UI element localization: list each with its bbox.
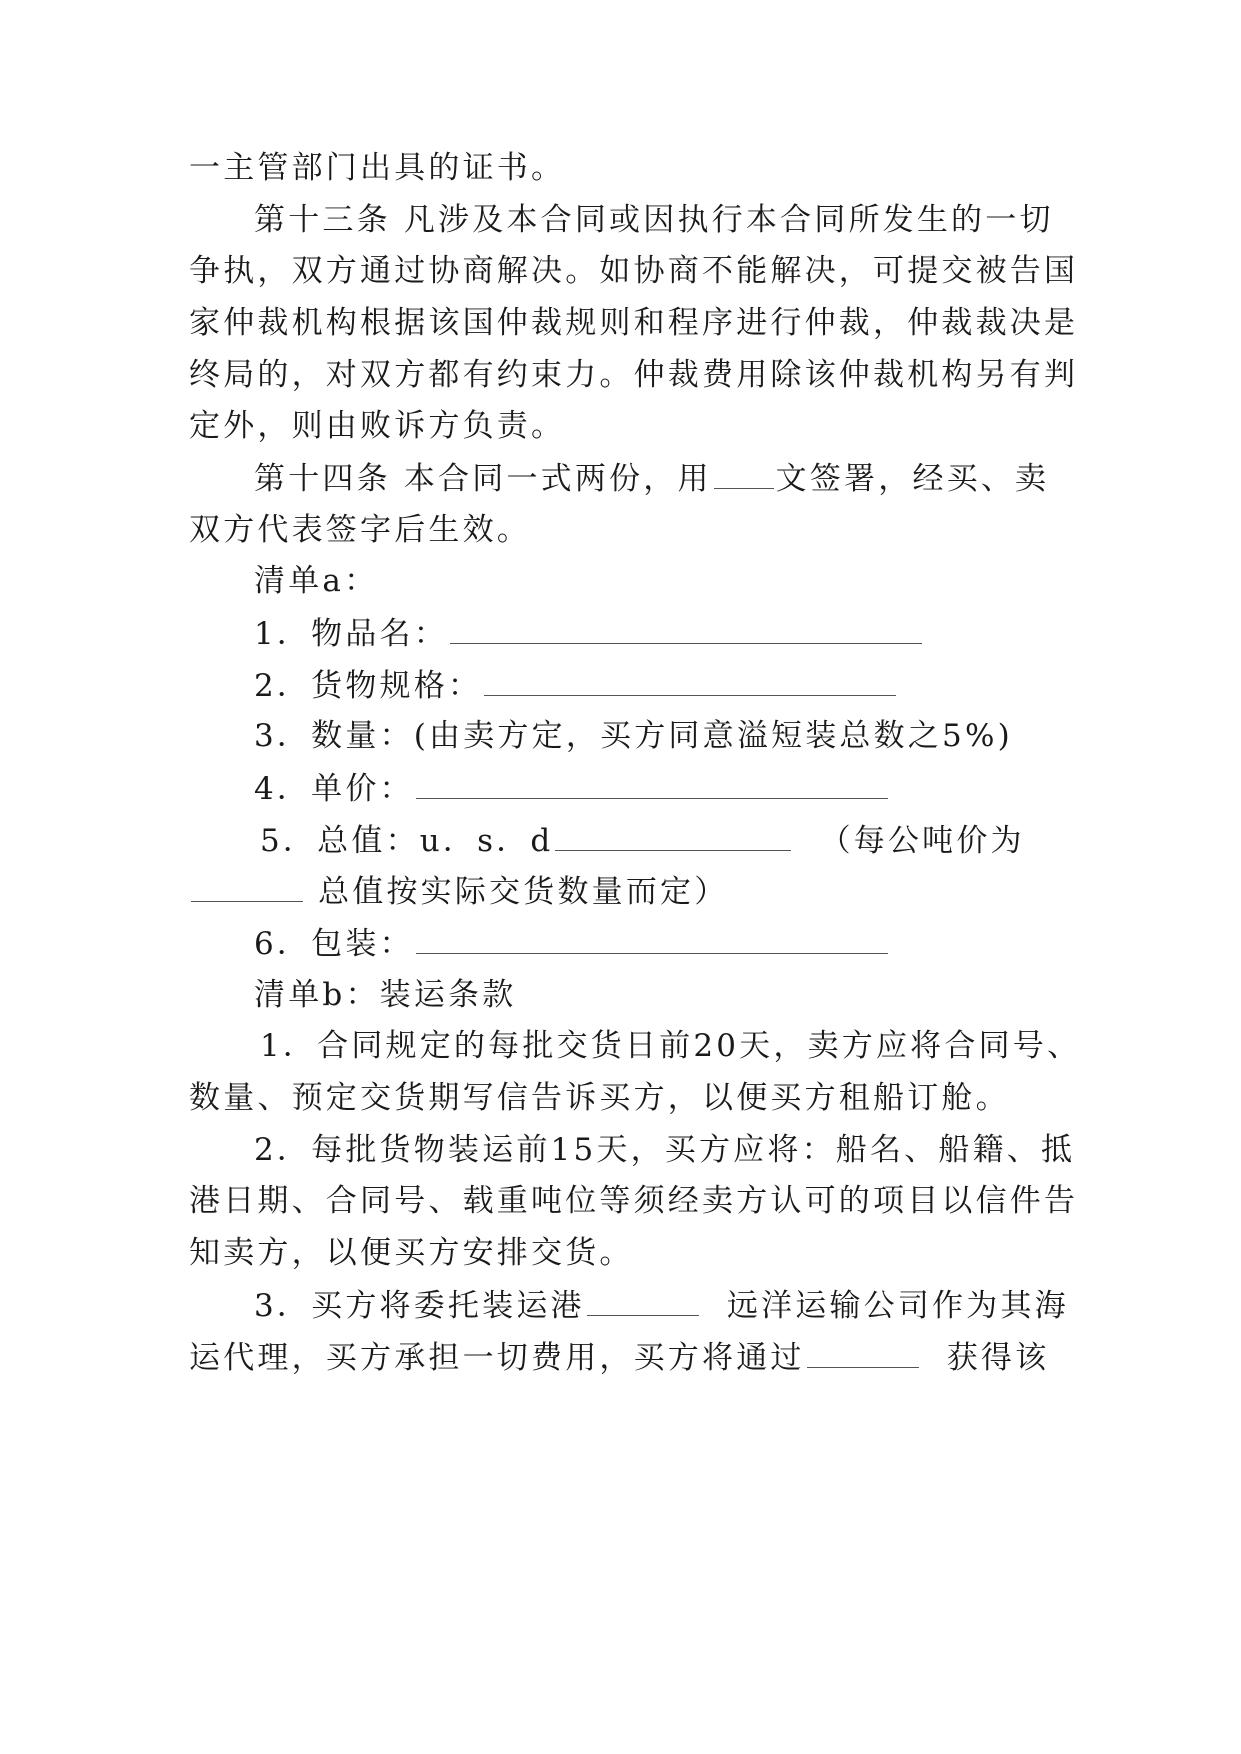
paragraph-line: 一主管部门出具的证书。	[189, 150, 566, 186]
article-14-line	[254, 458, 1049, 499]
quantity-line: 3．数量：(由卖方定，买方同意溢短装总数之5%)	[254, 718, 1013, 754]
total-value-cont-line	[189, 871, 728, 912]
clause-3-text-3: 获得该	[946, 1340, 1050, 1376]
clause-3-text-2: 运代理，买方承担一切费用，买方将通过	[189, 1340, 805, 1376]
paragraph-line: 终局的，对双方都有约束力。仲裁费用除该仲裁机构另有判	[189, 357, 1079, 393]
shipping-clause-3	[254, 1285, 1069, 1326]
total-value-note: 总值按实际交货数量而定）	[318, 874, 729, 910]
price-per-ton-blank[interactable]	[191, 871, 303, 902]
price-per-ton-label: （每公吨价为	[819, 823, 1025, 859]
paragraph-line: 数量、预定交货期写信告诉买方，以便买方租船订舱。	[189, 1080, 1010, 1116]
article-13-line: 第十三条 凡涉及本合同或因执行本合同所发生的一切	[254, 202, 1054, 238]
paragraph-line: 家仲裁机构根据该国仲裁规则和程序进行仲裁，仲裁裁决是	[189, 305, 1079, 341]
article-14-text-cont: 文签署，经买、卖	[775, 461, 1050, 497]
unit-price-label: 4．单价：	[254, 771, 414, 807]
item-name-label: 1．物品名：	[254, 616, 448, 652]
article-14-text: 第十四条 本合同一式两份，用	[254, 461, 712, 497]
list-b-heading: 清单b：装运条款	[254, 977, 517, 1013]
paragraph-line: 港日期、合同号、载重吨位等须经卖方认可的项目以信件告	[189, 1183, 1079, 1219]
port-blank[interactable]	[587, 1285, 699, 1316]
paragraph-line: 双方代表签字后生效。	[189, 512, 531, 548]
unit-price-blank[interactable]	[416, 768, 888, 799]
item-spec-label: 2．货物规格：	[254, 668, 483, 704]
packing-blank[interactable]	[416, 923, 888, 954]
list-a-heading: 清单a：	[254, 563, 379, 599]
item-name-line	[254, 613, 924, 654]
shipping-clause-1: 1．合同规定的每批交货日前20天，卖方应将合同号、	[260, 1028, 1082, 1064]
paragraph-line: 争执，双方通过协商解决。如协商不能解决，可提交被告国	[189, 253, 1079, 289]
item-name-blank[interactable]	[450, 613, 922, 644]
total-value-line	[260, 820, 1025, 861]
item-spec-line	[254, 665, 898, 706]
item-spec-blank[interactable]	[484, 665, 896, 696]
clause-3-text-cont: 远洋运输公司作为其海	[726, 1288, 1069, 1324]
packing-line	[254, 923, 890, 964]
total-value-blank[interactable]	[555, 820, 791, 851]
paragraph-line: 知卖方，以便买方安排交货。	[189, 1235, 634, 1271]
language-blank[interactable]	[714, 458, 774, 489]
clause-3-text: 3．买方将委托装运港	[254, 1288, 585, 1324]
channel-blank[interactable]	[807, 1337, 919, 1368]
unit-price-line	[254, 768, 890, 809]
packing-label: 6．包装：	[254, 926, 414, 962]
clause-3-cont-line	[189, 1337, 1049, 1378]
shipping-clause-2: 2．每批货物装运前15天，买方应将：船名、船籍、抵	[254, 1132, 1076, 1168]
paragraph-line: 定外，则由败诉方负责。	[189, 408, 566, 444]
total-value-label: 5．总值：u．s．d	[260, 823, 554, 859]
